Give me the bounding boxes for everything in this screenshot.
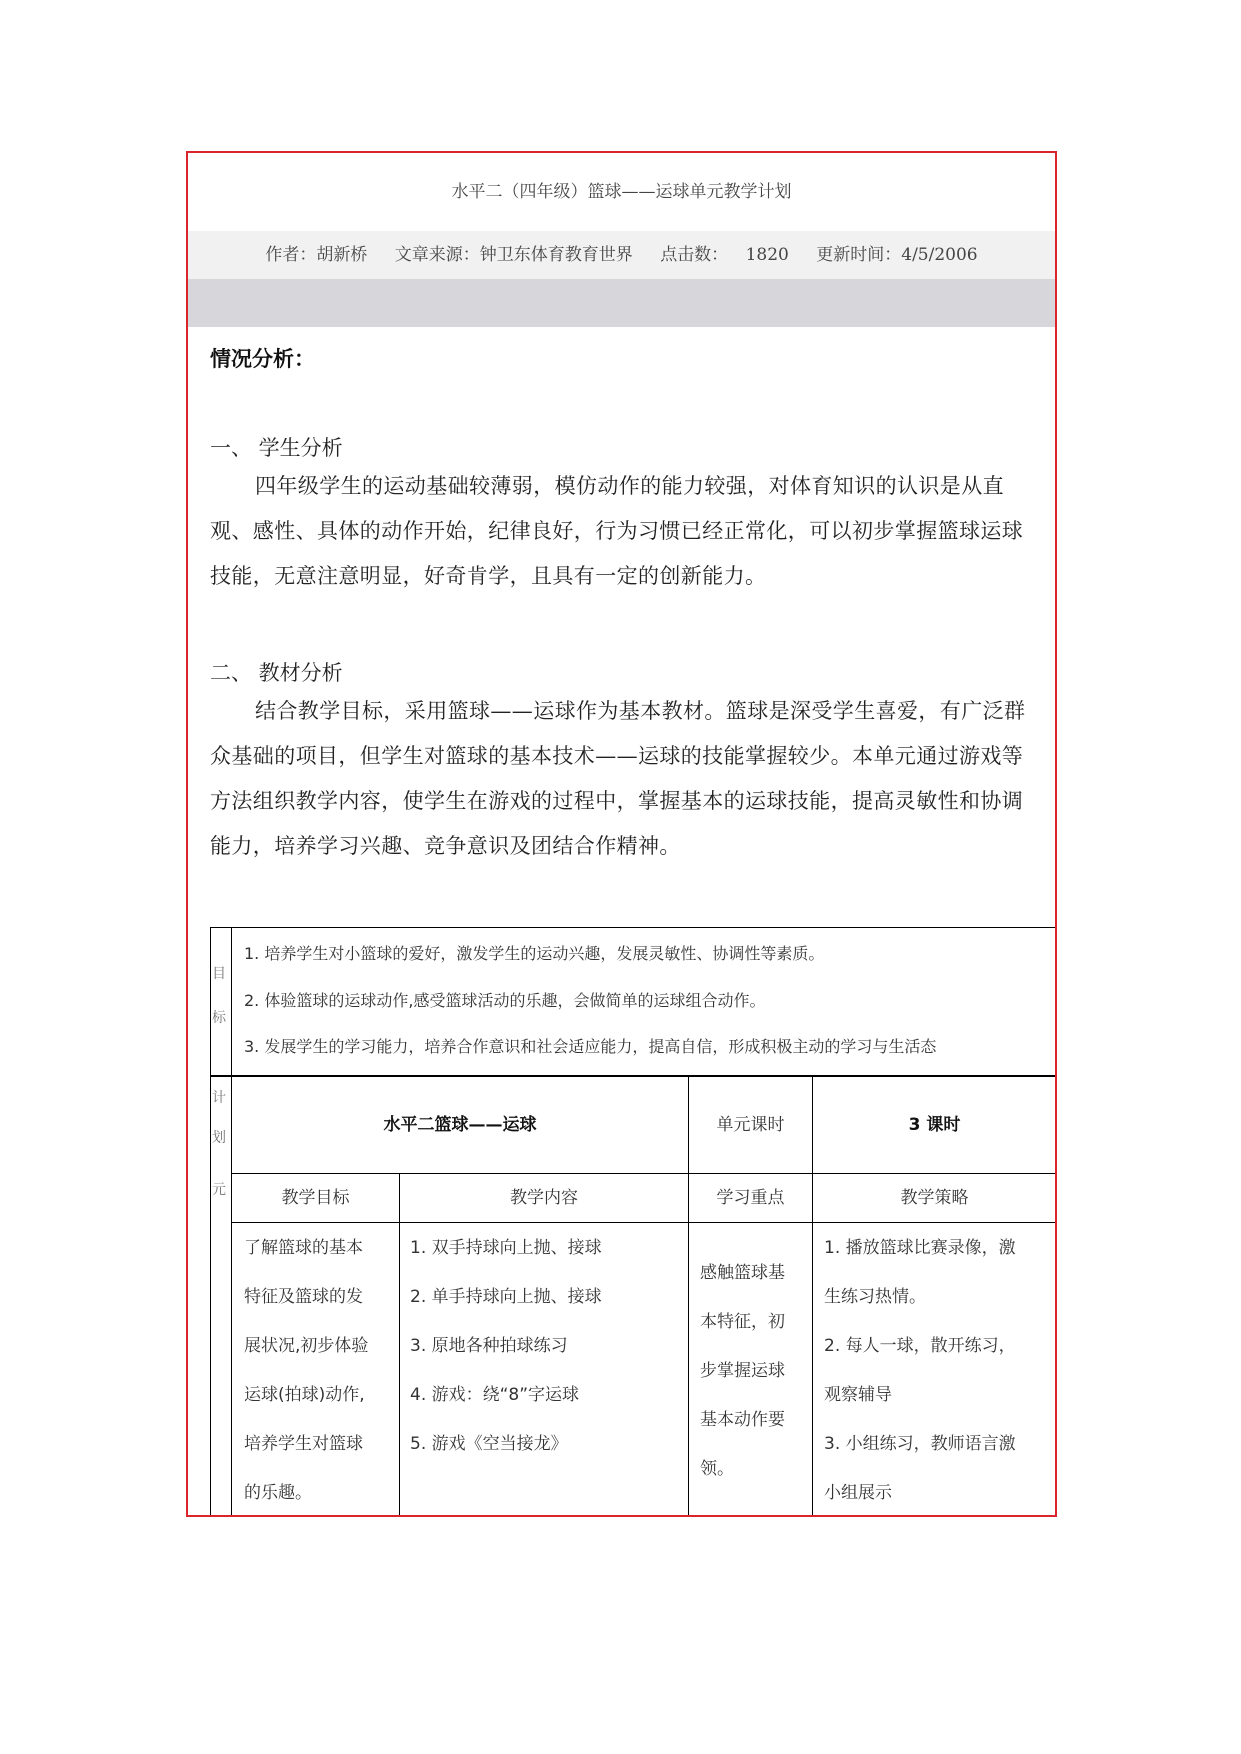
goal-line: 培养学生对篮球 bbox=[244, 1434, 363, 1454]
page-title: 水平二（四年级）篮球——运球单元教学计划 bbox=[451, 182, 792, 202]
content-line: 4. 游戏：绕“8”字运球 bbox=[410, 1385, 580, 1405]
article-meta bbox=[188, 231, 1055, 279]
section-body-materials: 结合教学目标，采用篮球——运球作为基本教材。篮球是深受学生喜爱，有广泛群众基础的项目，但学生对篮球的基本技术——运球的技能掌握较少。本单元通过游戏等方法组织教学内容，使学生在游戏的过程中，掌握基本的运球技能，提高灵敏性和协调能力，培养学习兴趣、竞争意识及团结合作精神。 bbox=[210, 699, 1026, 858]
focus-line: 步掌握运球 bbox=[700, 1361, 785, 1381]
content-line: 3. 原地各种拍球练习 bbox=[410, 1336, 568, 1356]
col-header-goal: 教学目标 bbox=[281, 1188, 350, 1208]
content-line: 2. 单手持球向上抛、接球 bbox=[410, 1287, 602, 1307]
strategy-line: 观察辅导 bbox=[824, 1385, 892, 1405]
strategy-line: 生练习热情。 bbox=[824, 1287, 926, 1307]
table-rule-col2 bbox=[399, 1173, 400, 1517]
goal-line: 运球(拍球)动作, bbox=[244, 1385, 365, 1405]
unit-hours-value: 3 课时 bbox=[908, 1115, 961, 1135]
content-cell bbox=[410, 1224, 602, 1469]
table-rule-label-col bbox=[231, 927, 232, 1517]
gray-divider-band bbox=[188, 279, 1055, 327]
focus-line: 基本动作要 bbox=[700, 1410, 785, 1430]
focus-line: 本特征，初 bbox=[700, 1312, 785, 1332]
table-rule-top bbox=[210, 927, 1056, 928]
strategy-line: 3. 小组练习，教师语言激 bbox=[824, 1434, 1016, 1454]
goal-line: 展状况,初步体验 bbox=[244, 1336, 369, 1356]
focus-line: 领。 bbox=[700, 1459, 734, 1479]
goal-cell bbox=[244, 1224, 368, 1517]
clicks-label-text: 点击数： bbox=[660, 245, 729, 265]
left-label-fragment: 计 bbox=[212, 1090, 226, 1106]
table-rule-header-bottom bbox=[232, 1222, 1056, 1223]
clicks-value: 1820 bbox=[745, 245, 789, 265]
section-heading-students: 一、 学生分析 bbox=[210, 436, 343, 460]
analysis-heading: 情况分析： bbox=[210, 347, 315, 371]
clicks-label bbox=[660, 245, 789, 265]
strategy-line: 1. 播放篮球比赛录像，激 bbox=[824, 1238, 1016, 1258]
table-rule-left bbox=[210, 927, 211, 1517]
objective-item: 3. 发展学生的学习能力，培养合作意识和社会适应能力，提高自信，形成积极主动的学习与生活态 bbox=[244, 1037, 937, 1056]
left-label-fragment: 目 bbox=[212, 966, 226, 982]
unit-name: 水平二篮球——运球 bbox=[383, 1115, 537, 1135]
col-header-focus: 学习重点 bbox=[716, 1188, 785, 1208]
strategy-line: 2. 每人一球，散开练习， bbox=[824, 1336, 1016, 1356]
goal-line: 了解篮球的基本 bbox=[244, 1238, 363, 1258]
objective-item: 2. 体验篮球的运球动作,感受篮球活动的乐趣，会做简单的运球组合动作。 bbox=[244, 991, 766, 1010]
focus-line: 感触篮球基 bbox=[700, 1263, 785, 1283]
unit-hours-label: 单元课时 bbox=[716, 1115, 785, 1135]
col-header-strategy: 教学策略 bbox=[900, 1188, 969, 1208]
objective-item: 1. 培养学生对小篮球的爱好，激发学生的运动兴趣，发展灵敏性、协调性等素质。 bbox=[244, 944, 825, 963]
unit-plan-table bbox=[210, 927, 1056, 1517]
section-body-students: 四年级学生的运动基础较薄弱，模仿动作的能力较强，对体育知识的认识是从直观、感性、具体的动作开始，纪律良好，行为习惯已经正常化，可以初步掌握篮球运球技能，无意注意明显，好奇肯学，且具有一定的创新能力。 bbox=[210, 474, 1024, 588]
document-frame bbox=[186, 151, 1057, 1517]
strategy-cell bbox=[824, 1224, 1016, 1517]
strategy-line: 小组展示 bbox=[824, 1483, 892, 1503]
section-heading-materials: 二、 教材分析 bbox=[210, 661, 343, 685]
goal-line: 特征及篮球的发 bbox=[244, 1287, 363, 1307]
content-line: 1. 双手持球向上抛、接球 bbox=[410, 1238, 602, 1258]
left-label-fragment: 标 bbox=[212, 1010, 226, 1026]
focus-cell bbox=[700, 1249, 785, 1494]
left-label-fragment: 元 bbox=[212, 1182, 226, 1198]
col-header-content: 教学内容 bbox=[510, 1188, 578, 1208]
content-line: 5. 游戏《空当接龙》 bbox=[410, 1434, 568, 1454]
source-label: 文章来源：钟卫东体育教育世界 bbox=[394, 245, 633, 265]
goal-line: 的乐趣。 bbox=[244, 1483, 312, 1503]
left-label-fragment: 划 bbox=[212, 1130, 226, 1146]
author-label: 作者：胡新桥 bbox=[265, 245, 368, 265]
updated-label: 更新时间：4/5/2006 bbox=[816, 245, 978, 265]
